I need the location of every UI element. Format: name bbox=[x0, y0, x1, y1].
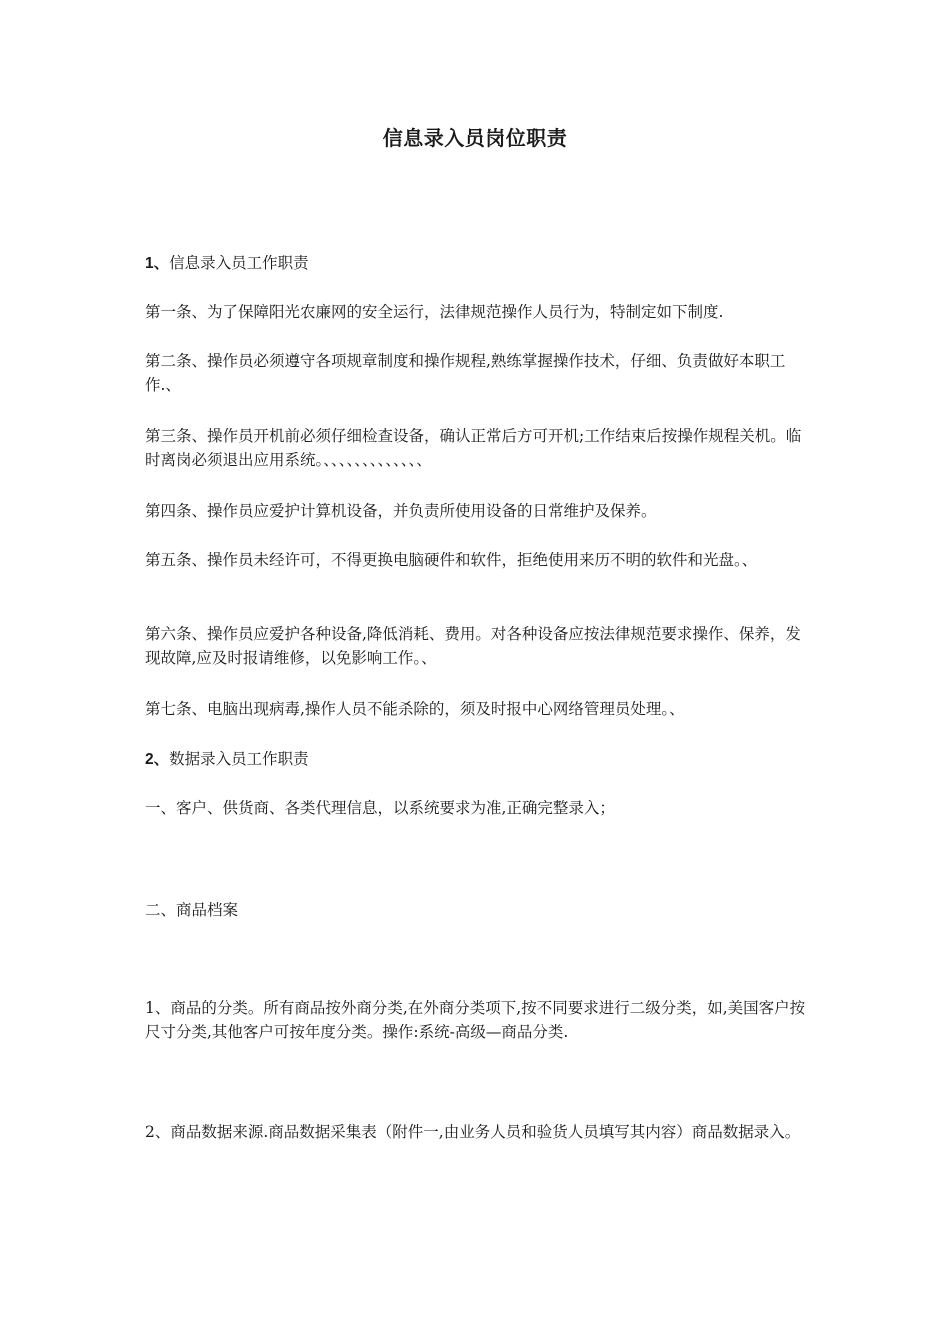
section-2-item-4: 2、商品数据来源.商品数据采集表（附件一,由业务人员和验货人员填写其内容）商品数据录入。 bbox=[145, 1123, 801, 1141]
section-1-item-1: 第一条、为了保障阳光农廉网的安全运行，法律规范操作人员行为，特制定如下制度. bbox=[145, 303, 724, 321]
section-1-item-6: 第六条、操作员应爱护各种设备,降低消耗、费用。对各种设备应按法律规范要求操作、保养，发现故障,应及时报请维修，以免影响工作。、 bbox=[145, 625, 801, 667]
section-2-item-1: 一、客户、供货商、各类代理信息，以系统要求为准,正确完整录入； bbox=[145, 799, 615, 817]
section-1-item-4: 第四条、操作员应爱护计算机设备，并负责所使用设备的日常维护及保养。 bbox=[145, 502, 657, 520]
section-2-item-2: 二、商品档案 bbox=[145, 901, 239, 919]
section-2-item-3: 1、商品的分类。所有商品按外商分类,在外商分类项下,按不同要求进行二级分类，如,美国客户按尺寸分类,其他客户可按年度分类。操作:系统-高级—商品分类. bbox=[145, 999, 806, 1041]
section-2-heading bbox=[145, 747, 815, 772]
section-1-heading bbox=[145, 251, 815, 276]
section-1-item-5: 第五条、操作员未经许可，不得更换电脑硬件和软件，拒绝使用来历不明的软件和光盘。、 bbox=[145, 551, 758, 569]
section-1-item-2: 第二条、操作员必须遵守各项规章制度和操作规程,熟练掌握操作技术，仔细、负责做好本职工作.、 bbox=[145, 352, 786, 394]
section-1-item-7: 第七条、电脑出现病毒,操作人员不能杀除的，须及时报中心网络管理员处理。、 bbox=[145, 700, 685, 718]
section-1-number: 1、 bbox=[145, 255, 170, 272]
section-1-item-3: 第三条、操作员开机前必须仔细检查设备，确认正常后方可开机;工作结束后按操作规程关机。临时离岗必须退出应用系统。、、、、、、、、、、、、、 bbox=[145, 427, 802, 469]
section-2-number: 2、 bbox=[145, 751, 170, 768]
section-1-title: 信息录入员工作职责 bbox=[169, 254, 309, 272]
document-title: 信息录入员岗位职责 bbox=[382, 126, 568, 150]
section-2-title: 数据录入员工作职责 bbox=[169, 750, 309, 768]
